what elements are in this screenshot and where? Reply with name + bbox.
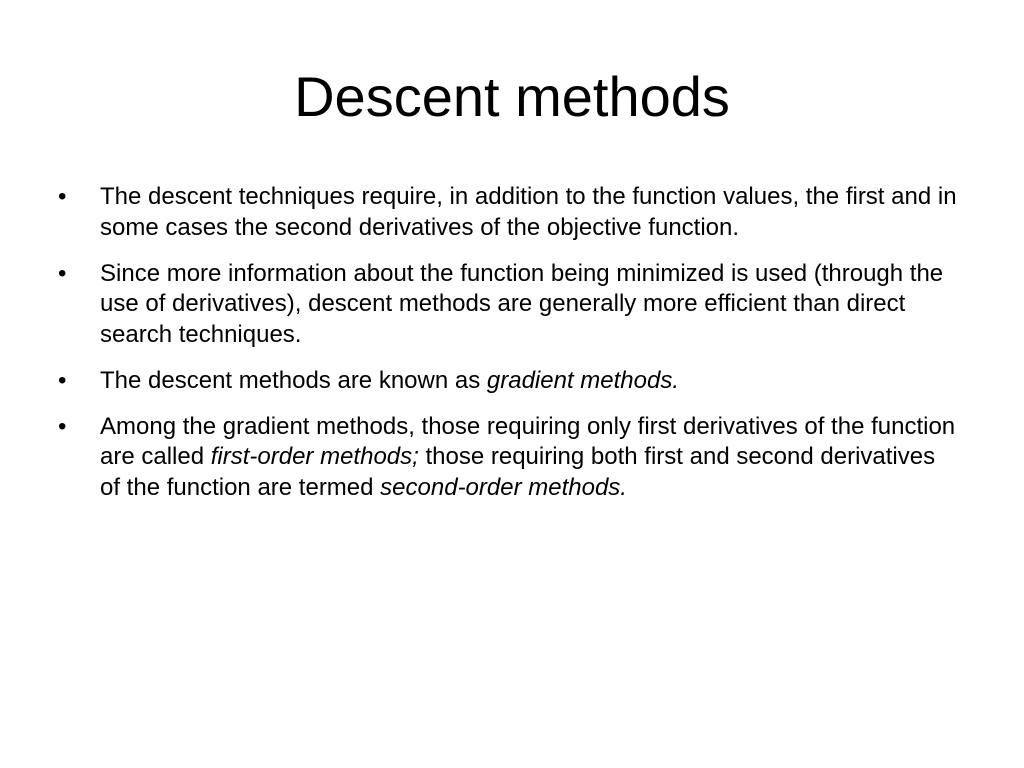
- bullet-list: [58, 182, 958, 519]
- bullet-marker: •: [58, 412, 67, 440]
- bullet-text: Since more information about the function being minimized is used (through the use of derivatives), descent methods are generally more efficient than direct search techniques.: [100, 259, 944, 348]
- bullet-text: The descent methods are known as: [100, 366, 487, 394]
- bullet-marker: •: [58, 259, 67, 287]
- emphasized-term: gradient methods.: [486, 366, 680, 394]
- bullet-marker: •: [58, 183, 67, 210]
- bullet-text: Among the gradient methods, those requiring only first derivatives of the function are called: [100, 412, 956, 470]
- emphasized-term: second-order methods.: [380, 473, 627, 501]
- slide-title: Descent methods: [294, 65, 730, 128]
- bullet-text: those requiring both first and second derivatives of the function are termed: [100, 443, 936, 501]
- bullet-item: [58, 366, 958, 397]
- emphasized-term: first-order methods;: [210, 443, 419, 470]
- bullet-marker: •: [58, 366, 67, 394]
- bullet-item: [58, 259, 958, 351]
- bullet-item: [58, 182, 958, 243]
- bullet-item: [58, 412, 958, 504]
- bullet-text: The descent techniques require, in addition to the function values, the first and in some cases the second derivatives of the objective function.: [100, 183, 957, 241]
